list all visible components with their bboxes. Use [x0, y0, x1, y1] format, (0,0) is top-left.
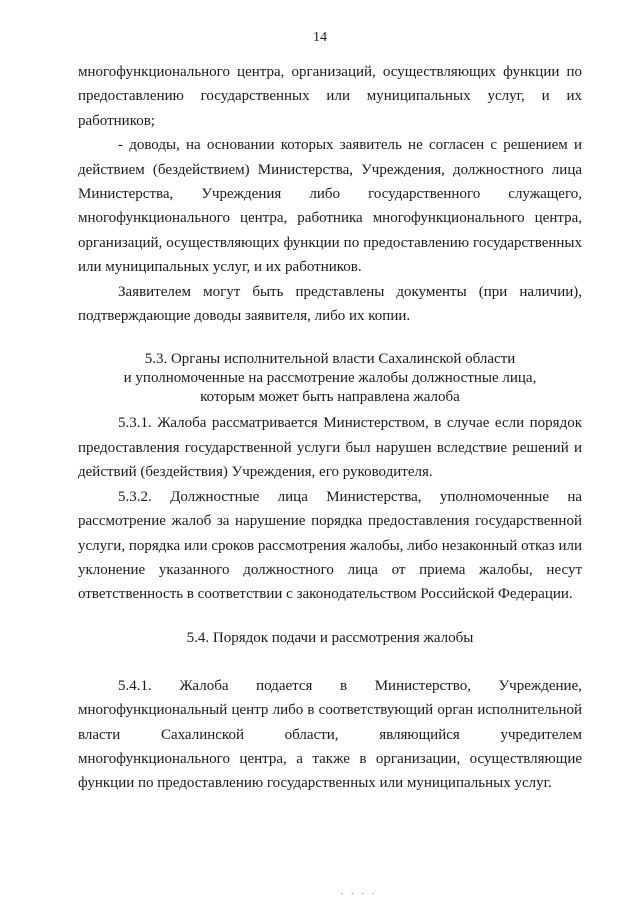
paragraph: Заявителем могут быть представлены документы (при наличии), подтверждающие доводы заявителя, либо их копии. [78, 283, 582, 325]
paragraph-5-3-1: 5.3.1. Жалоба рассматривается Министерством, в случае если порядок предоставления государственной услуги был нарушен вследствие решений и действий (бездействия) Учреждения, его руководителя. [78, 415, 582, 481]
heading-line: 5.3. Органы исполнительной власти Сахалинской области [144, 351, 516, 368]
paragraph-5-3-2: 5.3.2. Должностные лица Министерства, уполномоченные на рассмотрение жалоб за нарушение порядка предоставления государственной услуги, порядка или сроков рассмотрения жалобы, либо незаконный отказ или уклонение указанного должностного лица от приема жалобы, несут ответственность в соответствии с законодательством Российской Федерации. [78, 488, 582, 603]
heading-line: которым может быть направлена жалоба [200, 389, 460, 406]
section-heading-5-3 [78, 350, 582, 407]
section-heading-5-4: 5.4. Порядок подачи и рассмотрения жалобы [186, 629, 474, 646]
page-number: 14 [313, 30, 327, 45]
paragraph: многофункционального центра, организаций, осуществляющих функции по предоставлению государственных или муниципальных услуг, и их работников; [78, 64, 582, 129]
heading-line: и уполномоченные на рассмотрение жалобы должностные лица, [123, 370, 537, 387]
paragraph: - доводы, на основании которых заявитель не согласен с решением и действием (бездействием) Министерства, Учреждения, должностного лица Министерства, Учреждения либо государственного служащего, многофункционального центра, работника многофункционального центра, организаций, осуществляющих функции по предоставлению государственных или муниципальных услуг, и их работников. [78, 137, 582, 276]
scan-artifact: · · · · [340, 888, 377, 900]
paragraph-5-4-1: 5.4.1. Жалоба подается в Министерство, Учреждение, многофункциональный центр либо в соответствующий орган исполнительной власти Сахалинской области, являющийся учредителем многофункционального центра, а также в организации, осуществляющие функции по предоставлению государственных или муниципальных услуг. [78, 677, 582, 792]
document-body [78, 60, 582, 796]
